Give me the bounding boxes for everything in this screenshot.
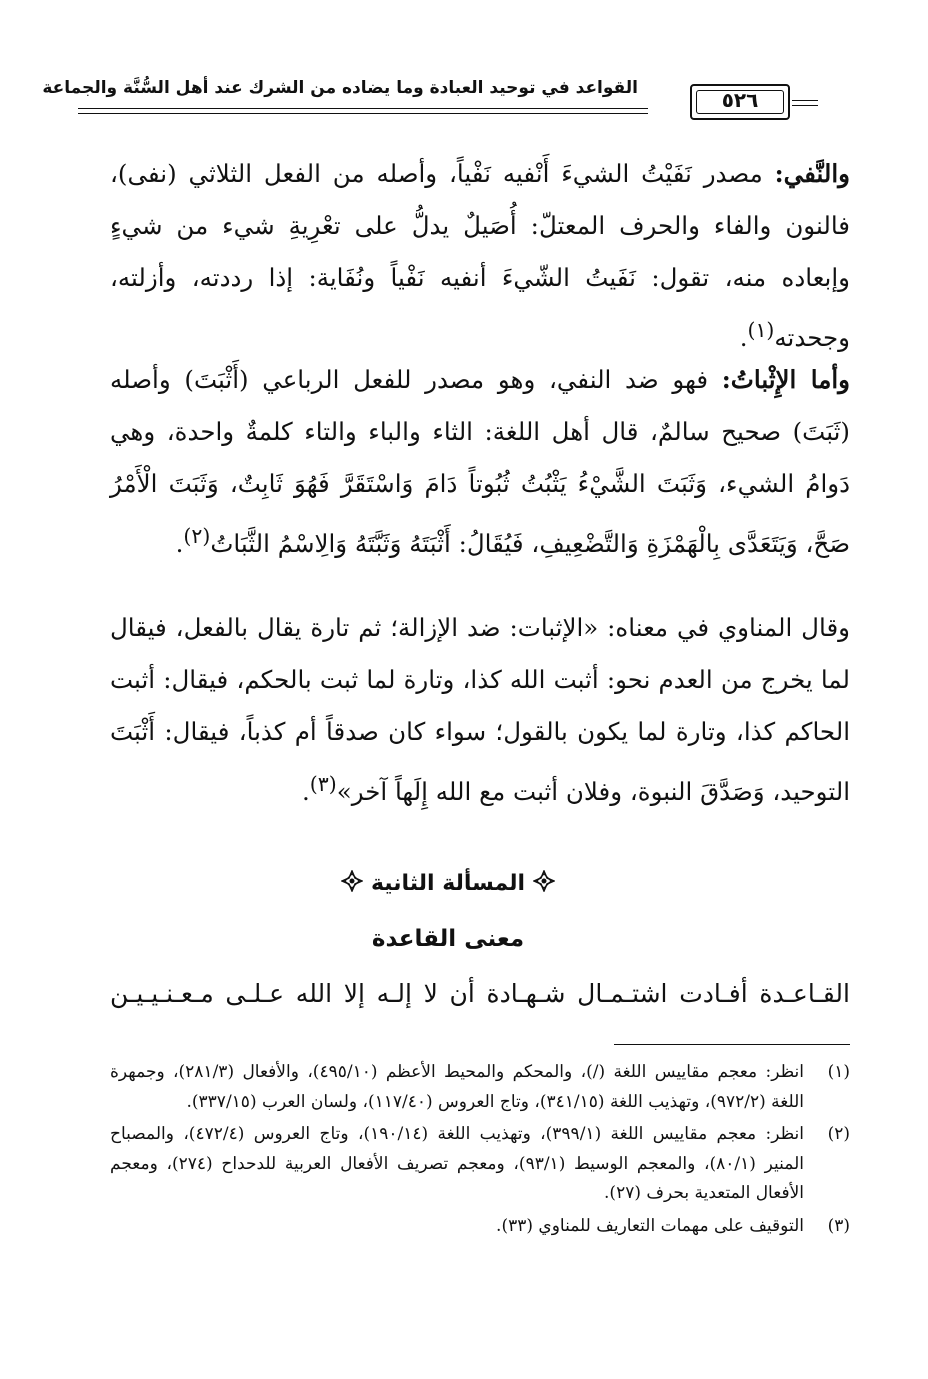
page-number: ٥٢٦	[721, 88, 759, 112]
running-header	[42, 70, 818, 126]
footnote-number: (٣)	[827, 1215, 850, 1236]
paragraph-end: .	[175, 529, 184, 559]
footnote-item	[110, 1212, 850, 1242]
footnote-ref-3: (٣)	[309, 772, 337, 796]
header-rule-top	[78, 108, 648, 109]
header-title: القواعد في توحيد العبادة وما يضاده من الشرك عند أهل السُّنَّة والجماعة	[42, 78, 638, 98]
paragraph-munawi-quote	[110, 602, 850, 818]
section-heading	[78, 870, 818, 898]
footnote-number: (٢)	[827, 1124, 850, 1144]
footnote-item	[110, 1058, 850, 1117]
paragraph-affirmation	[110, 354, 850, 570]
footnote-ref-1: (١)	[747, 318, 775, 342]
frame-tick-top	[792, 100, 818, 101]
page-number-frame	[690, 84, 790, 120]
footnote-text: انظر: معجم مقاييس اللغة (٣٩٩/١)، وتهذيب اللغة (١٩٠/١٤)، وتاج العروس (٤٧٢/٤)، والمصباح المنير (٨٠/١)، والمعجم الوسيط (٩٣/١)، ومعجم تصريف الأفعال العربية للدحداح (٢٧٤)، ومعجم الأفعال المتعدية بحرف (٢٧).	[110, 1124, 804, 1203]
paragraph-negation-text: مصدر نَفَيْتُ الشيءَ أَنْفيه نَفْياً، وأصله من الفعل الثلاثي (نفى)، فالنون والفاء والحرف المعتلّ: أُصَيلٌ يدلُّ على تعْرِيةِ شيء من شيءٍ وإبعاده منه، تقول: نَفَيتُ الشّيءَ أنفيه نَفْياً ونُفَاية: إذا رددته، وأزلته، وجحدته	[110, 159, 850, 353]
footnotes	[110, 1058, 850, 1244]
footnote-text: انظر: معجم مقاييس اللغة (/)، والمحكم والمحيط الأعظم (٤٩٥/١٠)، والأفعال (٢٨١/٣)، وجمهرة اللغة (٩٧٢/٢)، وتهذيب اللغة (٣٤١/١٥)، وتاج العروس (١١٧/٤٠)، ولسان العرب (٣٣٧/١٥).	[110, 1062, 805, 1112]
term-affirmation: وأما الإِثْباتُ:	[721, 365, 850, 394]
footnote-text: التوقيف على مهمات التعاريف للمناوي (٣٣).	[496, 1215, 804, 1236]
term-negation: والنَّفي:	[774, 159, 850, 188]
footnote-item	[110, 1120, 850, 1209]
subsection-heading: معنى القاعدة	[371, 926, 525, 952]
paragraph-affirmation-text: فهو ضد النفي، وهو مصدر للفعل الرباعي (أَثْبَتَ) وأصله (ثَبَتَ) صحيح سالمٌ، قال أهل اللغة: الثاء والباء والتاء كلمةٌ واحدة، وهي دَوامُ الشيء، وَثَبَتَ الشَّيْءُ يَثْبُتُ ثُبُوتاً دَامَ وَاسْتَقَرَّ فَهُوَ ثَابِتٌ، وَثَبَتَ الْأَمْرُ صَحَّ، وَيَتَعَدَّى بِالْهَمْزَةِ وَالتَّضْعِيفِ، فَيُقَالُ: أَثْبَتَهُ وَثَبَّتَهُ وَالِاسْمُ الثَّبَاتُ	[110, 365, 850, 559]
ornament-icon	[533, 870, 555, 898]
paragraph-negation	[110, 148, 850, 364]
frame-tick-bottom	[792, 105, 818, 106]
footnote-number: (١)	[827, 1062, 850, 1082]
ornament-icon	[341, 870, 363, 898]
paragraph-rule-meaning: القـاعـدة أفـادت اشتـمـال شـهـادة أن لا إلـه إلا الله عـلـى مـعـنـيـيـن	[110, 979, 850, 1008]
paragraph-end: .	[739, 323, 748, 353]
footnote-separator	[614, 1044, 850, 1045]
section-heading-text: المسألة الثانية	[370, 871, 526, 896]
footnote-ref-2: (٢)	[183, 524, 211, 548]
paragraph-munawi-text: وقال المناوي في معناه: «الإثبات: ضد الإزالة؛ ثم تارة يقال بالفعل، فيقال لما يخرج من العدم نحو: أثبت الله كذا، وتارة لما ثبت بالحكم، فيقال: أثبت الحاكم كذا، وتارة لما يكون بالقول؛ سواء كان صدقاً أم كذباً، فيقال: أَثْبَتَ التوحيد، وَصَدَّقَ النبوة، وفلان أثبت مع الله إِلَهاً آخر»	[110, 613, 850, 807]
header-rule-bottom	[78, 113, 648, 114]
paragraph-end: .	[302, 777, 310, 807]
